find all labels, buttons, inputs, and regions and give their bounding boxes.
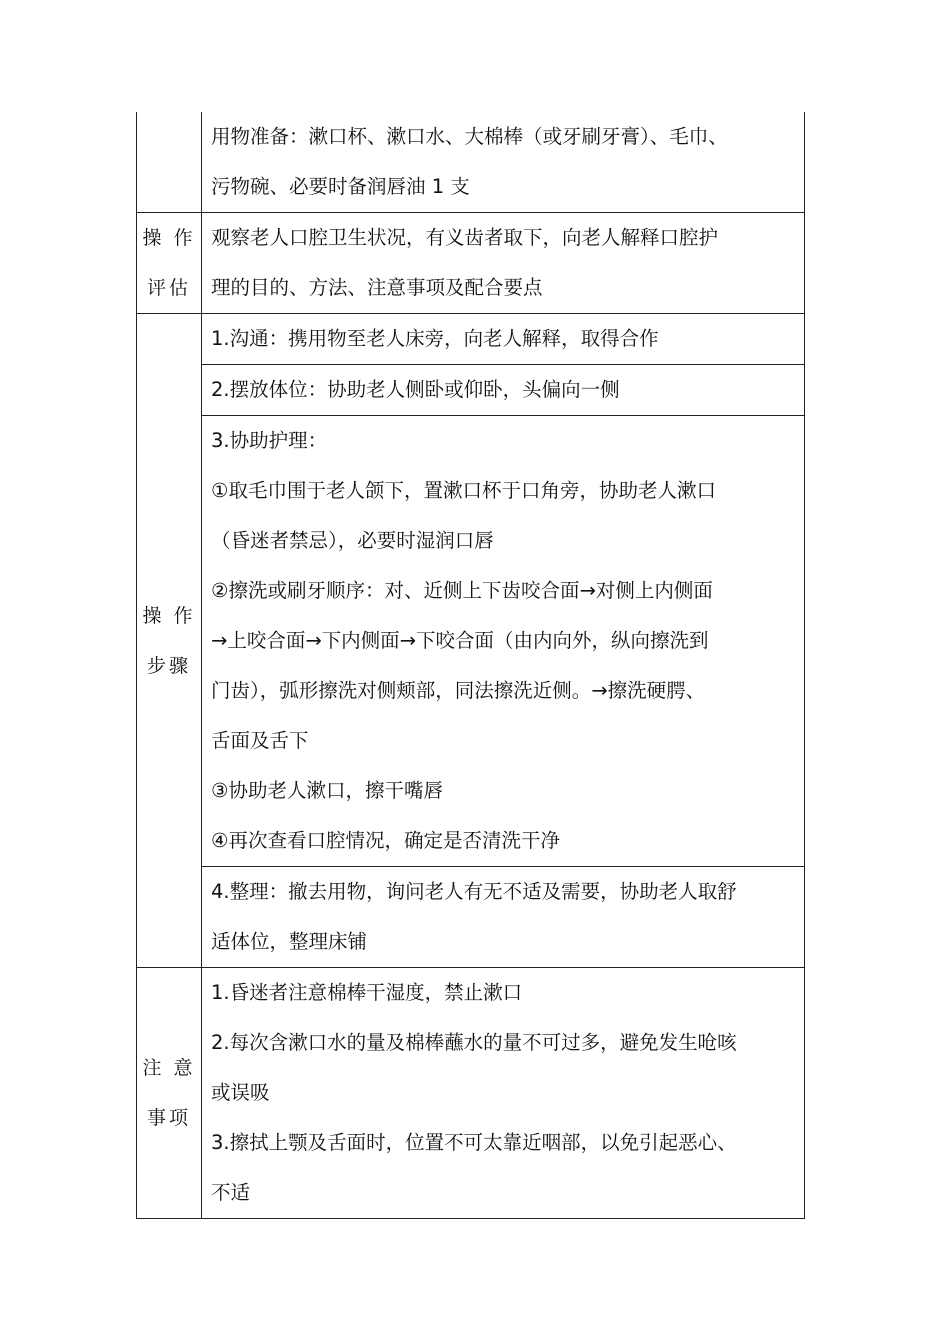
text-line: 或误吸 (211, 1081, 270, 1104)
label-line: 事项 (146, 1107, 191, 1129)
table-row-preparation (137, 112, 805, 213)
row-label-notes (137, 968, 202, 1219)
label-line: 操 作 (142, 604, 196, 627)
table-row-step-2 (137, 365, 805, 416)
text-line: 不适 (211, 1181, 251, 1204)
text-line: 观察老人口腔卫生状况，有义齿者取下，向老人解释口腔护 (211, 226, 719, 249)
text-line: 2.摆放体位：协助老人侧卧或仰卧，头偏向一侧 (211, 378, 620, 401)
label-line: 注 意 (142, 1057, 196, 1079)
text-line: ②擦洗或刷牙顺序：对、近侧上下齿咬合面→对侧上内侧面 (211, 579, 713, 602)
table-row-notes (137, 968, 805, 1219)
text-line: 3.擦拭上颚及舌面时，位置不可太靠近咽部，以免引起恶心、 (211, 1131, 737, 1154)
text-line: ③协助老人漱口，擦干嘴唇 (211, 779, 443, 802)
text-line: 1.沟通：携用物至老人床旁，向老人解释，取得合作 (211, 327, 659, 350)
text-line: →上咬合面→下内侧面→下咬合面（由内向外，纵向擦洗到 (211, 629, 709, 652)
text-line: ①取毛巾围于老人颌下，置漱口杯于口角旁，协助老人漱口 (211, 479, 716, 502)
step-2-cell (202, 365, 805, 416)
step-1-cell (202, 314, 805, 365)
assessment-cell (202, 213, 805, 314)
step-4-cell (202, 867, 805, 968)
row-label-empty (137, 112, 202, 213)
text-line: 1.昏迷者注意棉棒干湿度，禁止漱口 (211, 981, 523, 1004)
row-label-assessment (137, 213, 202, 314)
table-row-step-1 (137, 314, 805, 365)
text-line: ④再次查看口腔情况，确定是否清洗干净 (211, 829, 560, 852)
row-label-steps (137, 314, 202, 968)
table-row-assessment (137, 213, 805, 314)
label-line: 步骤 (146, 654, 191, 677)
text-line: 2.每次含漱口水的量及棉棒蘸水的量不可过多，避免发生呛咳 (211, 1031, 737, 1054)
text-line: （昏迷者禁忌），必要时湿润口唇 (211, 529, 494, 552)
text-line: 4.整理：撤去用物，询问老人有无不适及需要，协助老人取舒 (211, 880, 737, 903)
label-line: 操 作 (142, 227, 196, 249)
label-line: 评估 (146, 277, 191, 299)
text-line: 用物准备：漱口杯、漱口水、大棉棒（或牙刷牙膏）、毛巾、 (211, 125, 728, 148)
text-line: 舌面及舌下 (211, 729, 309, 752)
text-line: 理的目的、方法、注意事项及配合要点 (211, 276, 543, 299)
preparation-cell (202, 112, 805, 213)
text-line: 门齿），弧形擦洗对侧颊部，同法擦洗近侧。→擦洗硬腭、 (211, 679, 706, 702)
text-line: 适体位，整理床铺 (211, 930, 368, 953)
nursing-procedure-table (136, 112, 805, 1219)
text-line: 污物碗、必要时备润唇油 1 支 (211, 175, 470, 198)
table-row-step-3 (137, 416, 805, 867)
step-3-cell (202, 416, 805, 867)
table-row-step-4 (137, 867, 805, 968)
text-line: 3.协助护理： (211, 429, 328, 452)
notes-cell (202, 968, 805, 1219)
